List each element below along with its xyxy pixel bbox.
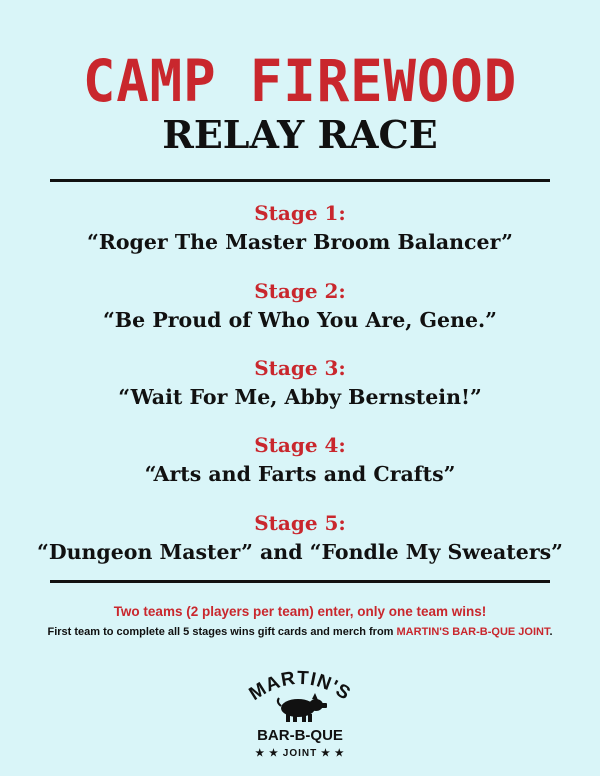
page-subtitle: RELAY RACE xyxy=(162,112,438,157)
prize-text: First team to complete all 5 stages wins gift cards and merch from xyxy=(47,626,397,638)
sponsor-logo xyxy=(230,664,370,764)
prize-text-end: . xyxy=(549,626,553,638)
stage-label: Stage 2: xyxy=(254,279,346,303)
logo-top-textpath: MARTIN'S xyxy=(245,667,355,705)
pig-icon xyxy=(278,693,327,722)
bottom-divider xyxy=(50,580,550,583)
stage-name: “Dungeon Master” and “Fondle My Sweaters” xyxy=(37,540,563,564)
sponsor-name: MARTIN'S BAR-B-QUE JOINT xyxy=(396,626,550,638)
stage-4 xyxy=(0,434,600,487)
stage-1 xyxy=(0,202,600,255)
stage-3 xyxy=(0,357,600,410)
stage-name: “Wait For Me, Abby Bernstein!” xyxy=(118,385,482,409)
stage-2 xyxy=(0,280,600,333)
logo-bottom-text: ★ ★ JOINT ★ ★ xyxy=(255,748,345,759)
rules-summary: Two teams (2 players per team) enter, only one team wins! xyxy=(113,604,487,619)
stage-5 xyxy=(0,512,600,565)
stage-label: Stage 4: xyxy=(254,433,346,457)
logo-graphic xyxy=(230,664,370,764)
stage-label: Stage 1: xyxy=(254,201,346,225)
stage-label: Stage 5: xyxy=(254,511,346,535)
prize-description xyxy=(0,626,600,638)
stage-name: “Arts and Farts and Crafts” xyxy=(144,462,456,486)
stage-label: Stage 3: xyxy=(254,356,346,380)
page-title: CAMP FIREWOOD xyxy=(82,47,518,115)
top-divider xyxy=(50,179,550,182)
stage-name: “Be Proud of Who You Are, Gene.” xyxy=(103,308,497,332)
logo-middle-text: BAR-B-QUE xyxy=(257,727,343,744)
stage-name: “Roger The Master Broom Balancer” xyxy=(87,230,513,254)
